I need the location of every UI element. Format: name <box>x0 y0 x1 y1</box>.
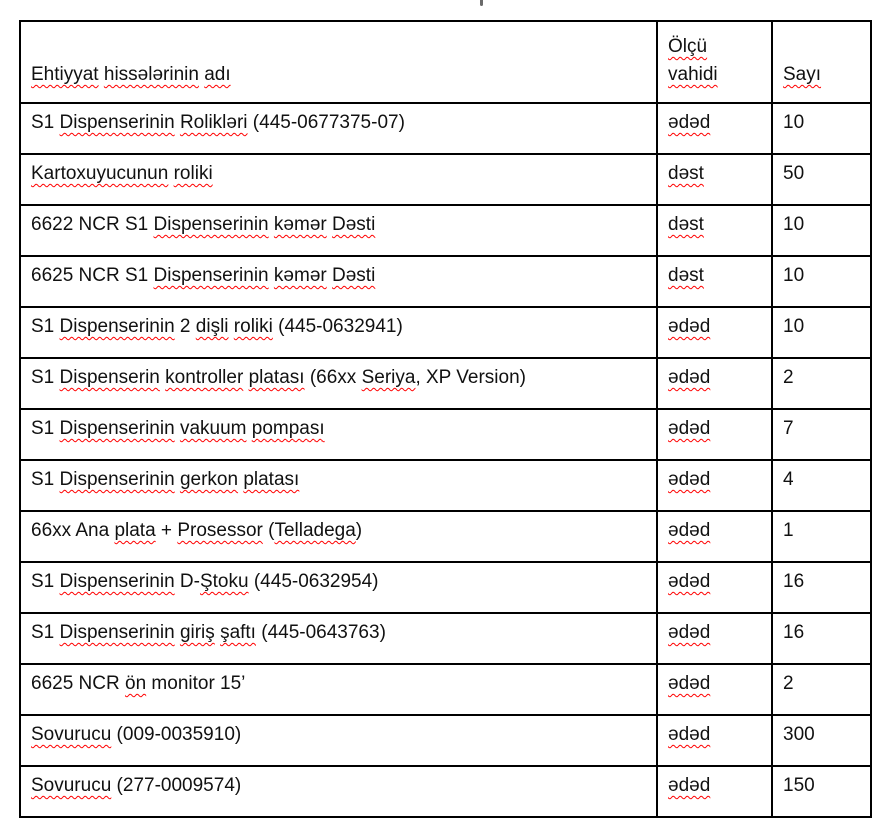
qty-cell: 2 <box>772 358 871 409</box>
part-name-cell: S1 Dispenserinin gerkon platası <box>20 460 657 511</box>
part-name-cell: S1 Dispenserinin D-Ştoku (445-0632954) <box>20 562 657 613</box>
misspelled-word: ön <box>125 673 147 694</box>
misspelled-word: ədəd <box>668 469 711 490</box>
table-body <box>20 103 871 817</box>
table-row <box>20 409 871 460</box>
part-name-cell: S1 Dispenserinin Rolikləri (445-0677375-07) <box>20 103 657 154</box>
misspelled-word: Dispenserinin <box>59 112 175 133</box>
part-name-cell: 66xx Ana plata + Prosessor (Telladega) <box>20 511 657 562</box>
qty-cell: 16 <box>772 613 871 664</box>
misspelled-word: roliki <box>173 163 213 184</box>
column-header-name <box>20 21 657 103</box>
table-row <box>20 613 871 664</box>
misspelled-word: Dəsti <box>332 265 376 286</box>
unit-cell <box>657 307 772 358</box>
part-name-cell: S1 Dispenserinin 2 dişli roliki (445-0632941) <box>20 307 657 358</box>
misspelled-word: Prosessor <box>177 520 263 541</box>
part-name-cell: Sovurucu (277-0009574) <box>20 766 657 817</box>
misspelled-word: ədəd <box>668 316 711 337</box>
misspelled-word: Dispenserin <box>59 367 160 388</box>
table-row <box>20 205 871 256</box>
unit-cell <box>657 613 772 664</box>
misspelled-word: Sayı <box>783 64 822 85</box>
qty-cell: 1 <box>772 511 871 562</box>
table-row <box>20 460 871 511</box>
misspelled-word: dəst <box>668 163 704 184</box>
qty-cell: 300 <box>772 715 871 766</box>
misspelled-word: kontroller <box>165 367 244 388</box>
misspelled-word: dişli <box>195 316 229 337</box>
column-header-unit <box>657 21 772 103</box>
unit-cell <box>657 664 772 715</box>
misspelled-word: Dispenserinin <box>153 265 269 286</box>
misspelled-word: Ehtiyyat <box>31 64 99 85</box>
part-name-cell: Sovurucu (009-0035910) <box>20 715 657 766</box>
unit-cell <box>657 103 772 154</box>
misspelled-word: gerkon <box>179 469 239 490</box>
misspelled-word: Ştoku <box>199 571 249 592</box>
misspelled-word: vahidi <box>668 64 718 85</box>
qty-cell: 4 <box>772 460 871 511</box>
qty-cell: 16 <box>772 562 871 613</box>
misspelled-word: Dispenserinin <box>59 418 175 439</box>
qty-cell: 10 <box>772 103 871 154</box>
misspelled-word: ədəd <box>668 418 711 439</box>
misspelled-word: platası <box>243 469 300 490</box>
qty-cell: 10 <box>772 256 871 307</box>
misspelled-word: platası <box>248 367 305 388</box>
misspelled-word: adı <box>204 64 231 85</box>
misspelled-word: Ölçü <box>668 36 708 57</box>
qty-cell: 2 <box>772 664 871 715</box>
cropped-text-remnant <box>480 0 483 6</box>
misspelled-word: Dispenserinin <box>59 571 175 592</box>
table-row <box>20 766 871 817</box>
misspelled-word: Dispenserinin <box>153 214 269 235</box>
part-name-cell: 6625 NCR ön monitor 15’ <box>20 664 657 715</box>
part-name-cell: S1 Dispenserinin vakuum pompası <box>20 409 657 460</box>
part-name-cell: 6622 NCR S1 Dispenserinin kəmər Dəsti <box>20 205 657 256</box>
misspelled-word: hissələrinin <box>103 64 199 85</box>
misspelled-word: Seriya <box>361 367 416 388</box>
table-row <box>20 154 871 205</box>
table-row <box>20 103 871 154</box>
unit-cell <box>657 358 772 409</box>
part-name-cell <box>20 154 657 205</box>
part-name-cell: S1 Dispenserin kontroller platası (66xx Seriya, XP Version) <box>20 358 657 409</box>
misspelled-word: Telladega <box>274 520 356 541</box>
table-header <box>20 21 871 103</box>
misspelled-word: kəmər <box>273 265 327 286</box>
misspelled-word: ədəd <box>668 622 711 643</box>
qty-cell: 10 <box>772 307 871 358</box>
unit-cell <box>657 256 772 307</box>
part-name-cell: S1 Dispenserinin giriş şaftı (445-0643763) <box>20 613 657 664</box>
misspelled-word: şaftı <box>220 622 256 643</box>
misspelled-word: Sovurucu <box>31 775 112 796</box>
qty-cell: 150 <box>772 766 871 817</box>
misspelled-word: dəst <box>668 214 704 235</box>
unit-cell <box>657 409 772 460</box>
column-header-qty <box>772 21 871 103</box>
qty-cell: 7 <box>772 409 871 460</box>
unit-cell <box>657 154 772 205</box>
misspelled-word: ədəd <box>668 571 711 592</box>
table-row <box>20 307 871 358</box>
misspelled-word: plata <box>114 520 156 541</box>
spare-parts-table <box>19 20 872 818</box>
misspelled-word: Dəsti <box>332 214 376 235</box>
misspelled-word: Dispenserinin <box>59 469 175 490</box>
unit-cell <box>657 460 772 511</box>
misspelled-word: Dispenserinin <box>59 316 175 337</box>
misspelled-word: Rolikləri <box>179 112 248 133</box>
qty-cell: 10 <box>772 205 871 256</box>
unit-cell <box>657 766 772 817</box>
table-row <box>20 715 871 766</box>
table-row <box>20 358 871 409</box>
misspelled-word: Kartoxuyucunun <box>31 163 169 184</box>
misspelled-word: ədəd <box>668 520 711 541</box>
part-name-cell: 6625 NCR S1 Dispenserinin kəmər Dəsti <box>20 256 657 307</box>
misspelled-word: ədəd <box>668 724 711 745</box>
misspelled-word: ədəd <box>668 775 711 796</box>
misspelled-word: giriş <box>179 622 215 643</box>
misspelled-word: ədəd <box>668 367 711 388</box>
misspelled-word: dəst <box>668 265 704 286</box>
unit-cell <box>657 205 772 256</box>
table-row <box>20 562 871 613</box>
misspelled-word: Dispenserinin <box>59 622 175 643</box>
misspelled-word: kəmər <box>273 214 327 235</box>
header-row <box>20 21 871 103</box>
misspelled-word: pompası <box>251 418 325 439</box>
misspelled-word: roliki <box>233 316 273 337</box>
misspelled-word: ədəd <box>668 673 711 694</box>
table-row <box>20 511 871 562</box>
misspelled-word: ədəd <box>668 112 711 133</box>
unit-cell <box>657 511 772 562</box>
unit-cell <box>657 715 772 766</box>
qty-cell: 50 <box>772 154 871 205</box>
table-row <box>20 664 871 715</box>
unit-cell <box>657 562 772 613</box>
misspelled-word: Sovurucu <box>31 724 112 745</box>
table-row <box>20 256 871 307</box>
misspelled-word: vakuum <box>179 418 247 439</box>
